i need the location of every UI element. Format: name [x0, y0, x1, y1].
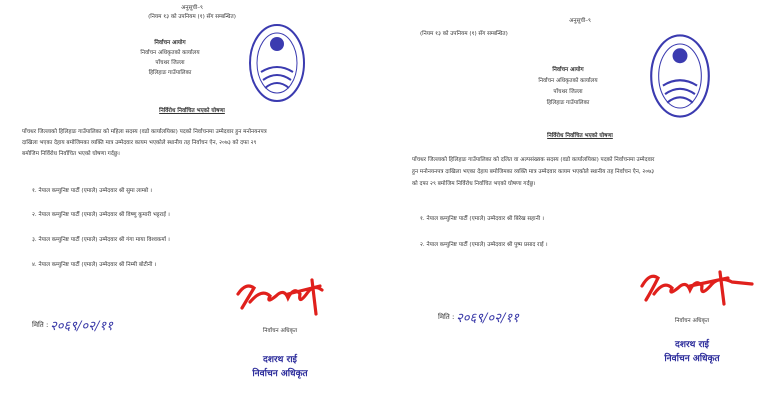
officer-caption: निर्वाचन अधिकृत: [262, 328, 298, 334]
office-stamp-icon: [648, 32, 712, 120]
rule-reference: (नियम १३ को उपनियम (१) सँग सम्बन्धित): [420, 31, 508, 37]
right-document: [392, 0, 768, 409]
candidate-1: १. नेपाल कम्युनिष्ट पार्टी (एमाले) उम्मेदवार श्री सुमा लाम्बाे ।: [32, 188, 153, 194]
date-label: मिति :: [32, 321, 49, 329]
annex-label: अनुसूची–९: [181, 5, 203, 11]
candidate-1: १. नेपाल कम्युनिष्ट पार्टी (एमाले) उम्मेदवार श्री बिरेख सहानी ।: [420, 216, 545, 222]
body-line-1: पाँचथर जिल्लाको हिलिहाङ गाउँपालिका को महिला सदस्य (वडो कार्यालयिका) पदको निर्वाचनमा उम्मेदवार हुन मनोनयनपत्र: [22, 129, 267, 135]
office-line-4: हिलिहाङ गाउँपालिका: [546, 100, 590, 106]
body-line-2: दाखिला भएका देहाय बमोजिमका व्यक्ति मात्र उम्मेदवार कायम भएकोले स्थानीय तह निर्वाचन ऐन, २०७३ को दफा २९: [22, 140, 257, 146]
candidate-2: २. नेपाल कम्युनिष्ट पार्टी (एमाले) उम्मेदवार श्री पुष्प प्रसाद राई ।: [420, 242, 548, 248]
candidate-4: ४. नेपाल कम्युनिष्ट पार्टी (एमाले) उम्मेदवार श्री निम्मी बोटीनी ।: [32, 262, 157, 268]
office-line-1: निर्वाचन आयोग: [552, 67, 584, 73]
date-label: मिति :: [438, 313, 455, 321]
office-line-1: निर्वाचन आयोग: [154, 40, 186, 46]
officer-caption: निर्वाचन अधिकृत: [674, 318, 710, 324]
body-line-3: बमोजिम निर्विरोध निर्वाचित भएको घोषणा गर्दछु।: [22, 151, 120, 157]
body-line-1: पाँचथर जिल्लाको हिलिहाङ गाउँपालिका को दलित वा अल्पसंख्यक सदस्य (वडो कार्यालयिका) पदको निर्वाचनमा उम्मेदवार: [412, 157, 655, 163]
office-stamp-icon: [247, 22, 307, 104]
officer-title: निर्वाचन अधिकृत: [252, 369, 308, 379]
declaration-heading: निर्विरोध निर्वाचित भएको घोषणा: [547, 133, 613, 139]
officer-title: निर्वाचन अधिकृत: [664, 354, 720, 364]
office-line-2: निर्वाचन अधिकृतको कार्यालय: [538, 78, 598, 84]
officer-name: दशरथ राई: [675, 340, 709, 350]
office-line-3: पाँचथर जिल्ला: [553, 89, 583, 95]
office-line-2: निर्वाचन अधिकृतको कार्यालय: [140, 50, 200, 56]
candidate-3: ३. नेपाल कम्युनिष्ट पार्टी (एमाले) उम्मेदवार श्री गंगा माया विश्वकर्मा ।: [32, 237, 170, 243]
body-line-2: हुन मनोनयनपत्र दाखिला भएका देहाय बमोजिमका व्यक्ति मात्र उम्मेदवार कायम भएकोले स्थानीय तह निर्वाचन ऐन, २०७३: [412, 169, 655, 175]
annex-label: अनुसूची–९: [569, 18, 591, 24]
rule-reference: (नियम १३ को उपनियम (१) सँग सम्बन्धित): [148, 14, 236, 20]
date-value: २०६९/०२/११: [50, 319, 113, 334]
office-line-4: हिलिहाङ गाउँपालिका: [148, 70, 192, 76]
date-value: २०६९/०२/११: [456, 311, 519, 326]
body-line-3: को दफा २९ बमोजिम निर्विरोध निर्वाचित भएको घोषणा गर्दछु।: [412, 181, 536, 187]
candidate-2: २. नेपाल कम्युनिष्ट पार्टी (एमाले) उम्मेदवार श्री विष्णु कुमारी भट्टराई ।: [32, 212, 170, 218]
officer-name: दशरथ राई: [263, 355, 297, 365]
office-line-3: पाँचथर जिल्ला: [155, 60, 185, 66]
declaration-heading: निर्विरोध निर्वाचित भएको घोषणा: [159, 108, 225, 114]
